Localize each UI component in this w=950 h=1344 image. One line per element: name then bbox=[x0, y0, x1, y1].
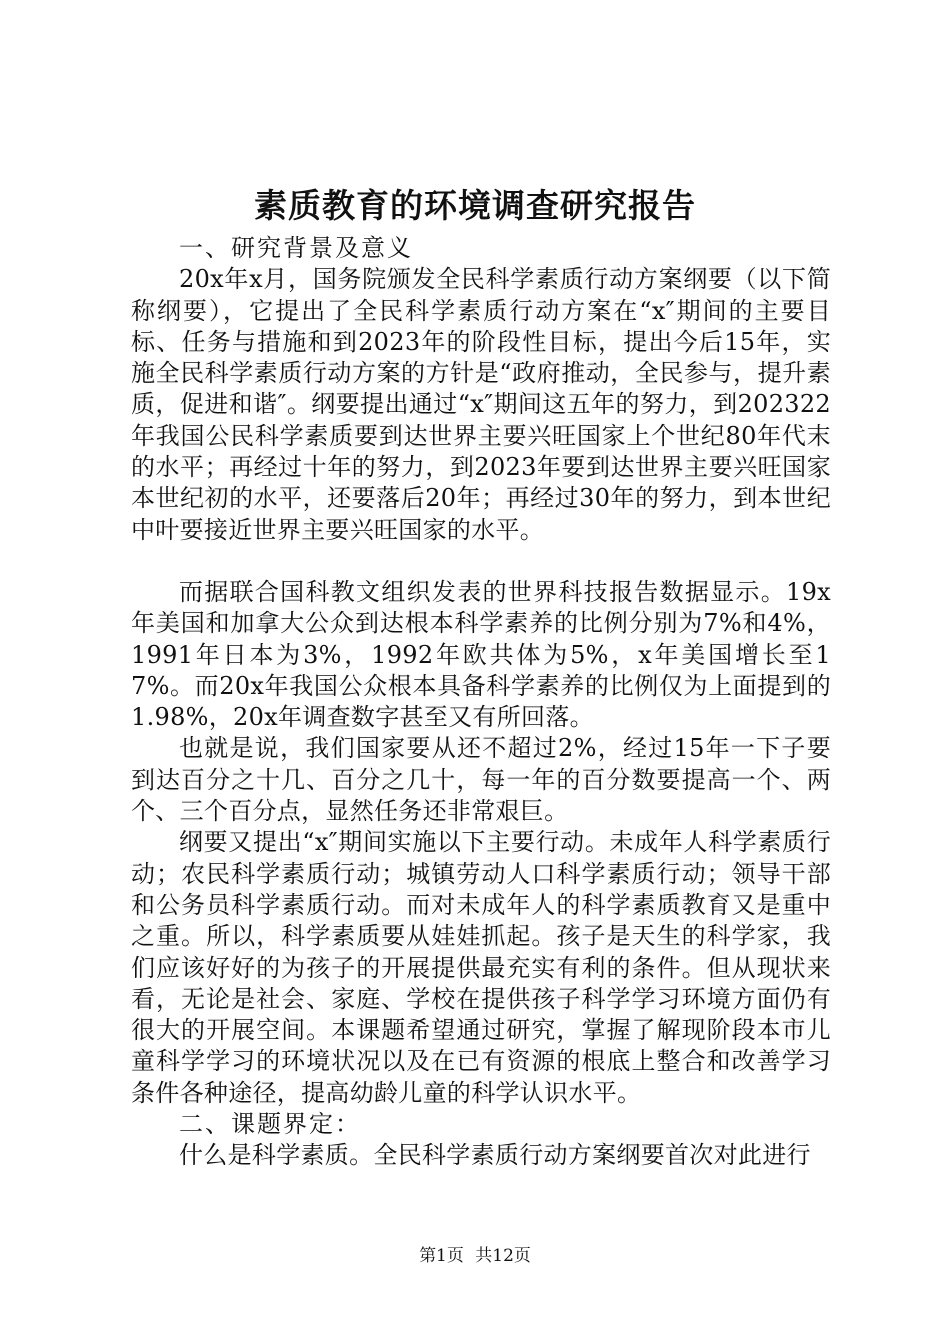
page-footer bbox=[0, 1244, 950, 1268]
paragraph-main-actions: 纲要又提出“x″期间实施以下主要行动。未成年人科学素质行动；农民科学素质行动；城镇劳动人口科学素质行动；领导干部和公务员科学素质行动。而对未成年人的科学素质教育又是重中之重。所以，科学素质要从娃娃抓起。孩子是天生的科学家，我们应该好好的为孩子的开展提供最充实有利的条件。但从现状来看，无论是社会、家庭、学校在提供孩子科学学习环境方面仍有很大的开展空间。本课题希望通过研究，掌握了解现阶段本市儿童科学学习的环境状况以及在已有资源的根底上整合和改善学习条件各种途径，提高幼龄儿童的科学认识水平。 bbox=[131, 828, 831, 1107]
section-heading-background: 一、研究背景及意义 bbox=[179, 234, 413, 262]
section-heading-definition: 二、课题界定： bbox=[179, 1110, 361, 1139]
paragraph-policy-outline: 20x年x月，国务院颁发全民科学素质行动方案纲要（以下简称纲要），它提出了全民科学素质行动方案在“x″期间的主要目标、任务与措施和到2023年的阶段性目标，提出今后15年，实施全民科学素质行动方案的方针是“政府推动，全民参与，提升素质，促进和谐″。纲要提出通过“x″期间这五年的努力，到202322年我国公民科学素质要到达世界主要兴旺国家上个世纪80年代末的水平；再经过十年的努力，到2023年要到达世界主要兴旺国家本世纪初的水平，还要落后20年；再经过30年的努力，到本世纪中叶要接近世界主要兴旺国家的水平。 bbox=[131, 265, 831, 544]
page-total: 共12页 bbox=[475, 1246, 531, 1266]
paragraph-task-difficulty: 也就是说，我们国家要从还不超过2%，经过15年一下子要到达百分之十几、百分之几十，每一年的百分数要提高一个、两个、三个百分点，显然任务还非常艰巨。 bbox=[131, 734, 831, 826]
paragraph-unesco-data: 而据联合国科教文组织发表的世界科技报告数据显示。19x年美国和加拿大公众到达根本科学素养的比例分别为7%和4%，1991年日本为3%，1992年欧共体为5%，x年美国增长至17%。而20x年我国公众根本具备科学素养的比例仅为上面提到的1.98%，20x年调查数字甚至又有所回落。 bbox=[131, 577, 831, 732]
document-title: 素质教育的环境调查研究报告 bbox=[254, 186, 696, 225]
page-number: 第1页 bbox=[419, 1246, 464, 1266]
document-body bbox=[131, 233, 831, 1172]
paragraph-scientific-literacy: 什么是科学素质。全民科学素质行动方案纲要首次对此进行 bbox=[179, 1141, 811, 1170]
